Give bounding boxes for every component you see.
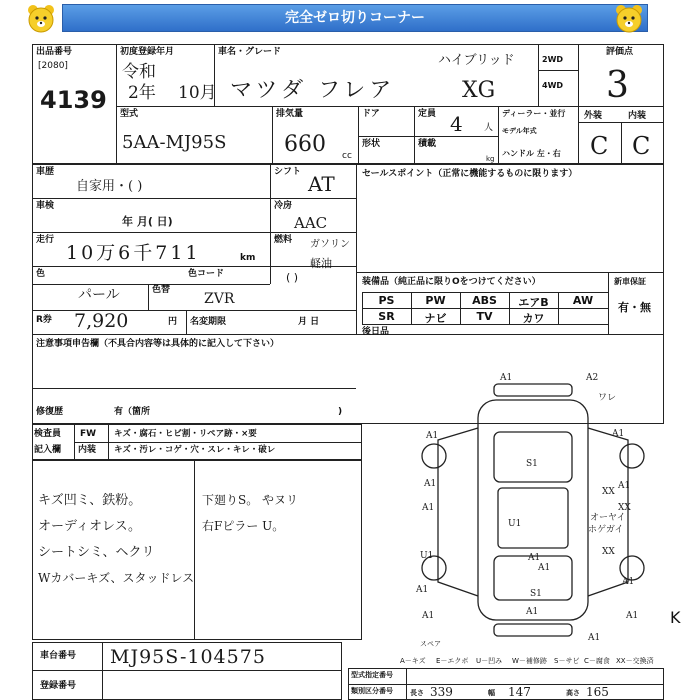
vehicle-grade: XG xyxy=(462,78,496,103)
recycle-unit: 円 xyxy=(168,317,178,327)
diag-mark: A1 xyxy=(526,607,539,617)
equip-ps: PS xyxy=(378,294,395,307)
interior-items: キズ・汚レ・コゲ・穴・スレ・キレ・破レ xyxy=(114,445,276,455)
bear-mascot-icon xyxy=(612,2,646,36)
repair-label: 修復歴 xyxy=(36,407,64,417)
history-value: 自家用・( ) xyxy=(76,179,143,194)
legend-5: S－サビ xyxy=(554,657,580,665)
length-value: 339 xyxy=(430,685,453,699)
displacement-value: 660 xyxy=(284,132,326,157)
legend-3: U－凹み xyxy=(476,657,503,665)
model-year-label: モデル年式 xyxy=(502,127,537,135)
chassis-value: MJ95S-104575 xyxy=(110,646,266,668)
vehicle-label: 車名・グレード xyxy=(218,47,282,57)
diag-mark: A1 xyxy=(422,611,435,621)
diag-mark: A1 xyxy=(422,503,435,513)
legend-1: A－キズ xyxy=(400,657,426,665)
equip-leather: カワ xyxy=(522,312,545,325)
legend-6: C－腐食 xyxy=(584,657,610,665)
color-code: ZVR xyxy=(204,291,235,307)
warranty-value: 有・無 xyxy=(618,301,651,314)
auction-sheet: 出品番号 [2080] 4139 初度登録年月 令和 2年 10月 車名・グレード ハイブリッド マツダ フレア XG 2WD 4WD 評価点 3 外装 内装 C C 型式 5AA-MJ95S 排気量 660 cc ドア 形状 定員 4 人 積載 kg ディーラー・並行 モデル年式 ハンドル 左・右 車歴 自家用・( ) シフト AT セールスポイント（正常に機能するものに限ります） 車検 年 月( 日) 冷房 AAC 走行 10万6千711 km 燃料 ガソリン 軽油 ( ) 色 パール 色替 色コード ZVR 装備品（純正品に限りOをつけてください） 新車保証 有・無 PS PW ABS エアB AW SR ナビ TV カワ R券 7,920 円 名変期限 月 日 後日品 注意事項申告欄（不具合内容等は具体的に記入して下さい） 修復歴 有（箇所 ) 検査員 記入欄 FW 内装 キズ・腐石・ヒビ割・リペア跡・×要 キズ・汚レ・コゲ・穴・スレ・キレ・破レ キズ凹ミ、鉄粉。 オーディオレス。 シートシミ、ヘクリ Wカバーキズ、スタッドレス 下廻りS。 やヌリ 右Fピラー U。 A1 A2 A1 ワレ A1 S1 A1 XX A1 A1 XX A1 オーヤイ ホゲガイ U1 U1 A1 A1 XX A1 S1 A1 A1 A1 スペア A1 K A－キズ E－エクボ U－凹み W－補修跡 S－サビ C－腐食 XX－交換済 車台番号 MJ95S-104575 登録番号 型式指定番号 類別区分番号 長さ 339 幅 147 高さ 165 xyxy=(18,40,684,700)
height-label: 高さ xyxy=(566,689,580,697)
ac-label: 冷房 xyxy=(274,201,293,211)
capacity-value: 4 xyxy=(450,112,463,136)
car-damage-diagram xyxy=(398,370,668,650)
fuel-paren: ( ) xyxy=(286,271,299,284)
mileage-value: 10万6千711 xyxy=(66,242,201,264)
length-label: 長さ xyxy=(410,689,424,697)
fuel-gasoline: ガソリン xyxy=(310,239,350,250)
diag-mark: U1 xyxy=(420,551,434,561)
color-code-label: 色コード xyxy=(188,269,225,279)
inspection-text: 年 月( 日) xyxy=(122,215,173,228)
fuel-label: 燃料 xyxy=(274,235,293,245)
equip-abs: ABS xyxy=(472,294,497,307)
equip-pw: PW xyxy=(425,294,446,307)
recycle-label: R券 xyxy=(36,315,52,325)
first-reg-era: 令和 xyxy=(122,62,156,82)
remark-1: キズ凹ミ、鉄粉。 xyxy=(38,493,142,508)
load-unit: kg xyxy=(486,155,495,163)
height-value: 165 xyxy=(586,685,609,699)
diag-mark: XX xyxy=(602,547,615,557)
width-label: 幅 xyxy=(488,689,495,697)
diag-mark: A1 xyxy=(538,563,551,573)
diag-mark: A1 xyxy=(622,577,635,587)
diag-mark: スペア xyxy=(420,640,441,648)
load-label: 積載 xyxy=(418,139,437,149)
diag-mark: S1 xyxy=(526,459,538,469)
shift-value: AT xyxy=(308,172,335,196)
fw-label: FW xyxy=(80,429,97,439)
color-replaced-label: 色替 xyxy=(152,285,171,295)
class-label: 類別区分番号 xyxy=(351,687,393,695)
diag-mark: A1 xyxy=(528,553,541,563)
first-reg-label: 初度登録年月 xyxy=(120,47,175,57)
header-banner xyxy=(0,0,700,38)
equip-navi: ナビ xyxy=(424,312,447,325)
score-int-label: 内装 xyxy=(628,111,647,121)
diag-mark: A1 xyxy=(626,611,639,621)
inspection-label: 車検 xyxy=(36,201,55,211)
bear-mascot-icon xyxy=(24,2,58,36)
drive-4wd: 4WD xyxy=(542,81,564,90)
equip-airbag: エアB xyxy=(518,296,549,309)
margin-mark: K xyxy=(670,608,681,627)
doors-label: ドア xyxy=(362,109,380,119)
diag-mark: A2 xyxy=(586,373,599,383)
color-label: 色 xyxy=(36,269,46,279)
lot-number: 4139 xyxy=(40,86,107,114)
inspector-label: 検査員 xyxy=(34,429,62,439)
displacement-unit: cc xyxy=(342,151,352,161)
recycle-value: 7,920 xyxy=(74,310,129,332)
handle-label: ハンドル 左・右 xyxy=(502,149,561,158)
diag-mark: A1 xyxy=(424,479,437,489)
diag-mark: A1 xyxy=(500,373,513,383)
diag-mark: ホゲガイ xyxy=(588,525,624,535)
fw-items: キズ・腐石・ヒビ割・リペア跡・×要 xyxy=(114,429,257,439)
legend-7: XX－交換済 xyxy=(616,657,654,665)
score-label: 評価点 xyxy=(606,47,634,57)
diag-mark: A1 xyxy=(588,633,601,643)
entry-label: 記入欄 xyxy=(34,445,62,455)
equip-aw: AW xyxy=(572,294,594,307)
ac-value: AAC xyxy=(294,214,328,232)
diag-mark: A1 xyxy=(426,431,439,441)
diag-mark: オーヤイ xyxy=(590,513,626,523)
mileage-label: 走行 xyxy=(36,235,55,245)
capacity-label: 定員 xyxy=(418,109,437,119)
equip-tv: TV xyxy=(476,310,493,323)
repair-value: 有（箇所 xyxy=(114,407,151,417)
equipment-label: 装備品（純正品に限りOをつけてください） xyxy=(362,277,541,287)
diag-mark: A1 xyxy=(416,585,429,595)
rear-seat-label: 後日品 xyxy=(362,327,390,337)
name-change-label: 名変期限 xyxy=(190,317,227,327)
interior-label: 内装 xyxy=(78,445,97,455)
score-ext-label: 外装 xyxy=(584,111,603,121)
warranty-label: 新車保証 xyxy=(614,277,646,286)
first-reg-year: 2年 xyxy=(128,83,156,103)
score-int: C xyxy=(632,132,651,160)
model-label: 型式 xyxy=(120,109,139,119)
shape-label: 形状 xyxy=(362,139,381,149)
vehicle-model: マツダ フレア xyxy=(230,78,396,103)
score-ext: C xyxy=(590,132,609,160)
equip-sr: SR xyxy=(378,310,395,323)
model-value: 5AA-MJ95S xyxy=(122,132,227,153)
color-value: パール xyxy=(78,287,120,303)
displacement-label: 排気量 xyxy=(276,109,304,119)
diag-mark: XX xyxy=(602,487,615,497)
capacity-unit: 人 xyxy=(484,123,494,133)
notes-label: 注意事項申告欄（不具合内容等は具体的に記入して下さい） xyxy=(36,339,280,349)
remark-3: シートシミ、ヘクリ xyxy=(38,545,155,560)
remark-right-2: 右Fピラー U。 xyxy=(202,519,285,533)
diag-mark: U1 xyxy=(508,519,522,529)
name-change-text: 月 日 xyxy=(298,317,320,327)
drive-2wd: 2WD xyxy=(542,55,564,64)
banner-title: 完全ゼロ切りコーナー xyxy=(62,4,648,32)
dealer-label: ディーラー・並行 xyxy=(502,109,566,118)
diag-mark: ワレ xyxy=(598,393,617,403)
first-reg-month: 10月 xyxy=(178,83,217,103)
vehicle-note: ハイブリッド xyxy=(438,53,515,68)
lot-label: 出品番号 xyxy=(36,47,73,57)
remark-2: オーディオレス。 xyxy=(38,519,141,534)
lot-sub: [2080] xyxy=(38,61,68,71)
mileage-unit: km xyxy=(240,253,256,263)
diag-mark: A1 xyxy=(612,429,625,439)
shift-label: シフト xyxy=(274,167,302,177)
sales-point-label: セールスポイント（正常に機能するものに限ります） xyxy=(362,169,578,179)
score-value: 3 xyxy=(606,65,629,106)
spec-label: 型式指定番号 xyxy=(351,671,393,679)
remark-right-1: 下廻りS。 やヌリ xyxy=(202,493,299,507)
fuel-light-oil: 軽油 xyxy=(310,257,332,270)
registration-label: 登録番号 xyxy=(40,681,77,691)
diag-mark: XX xyxy=(618,503,631,513)
legend-4: W－補修跡 xyxy=(512,657,547,665)
chassis-label: 車台番号 xyxy=(40,651,77,661)
history-label: 車歴 xyxy=(36,167,55,177)
diag-mark: S1 xyxy=(530,589,542,599)
remark-4: Wカバーキズ、スタッドレス xyxy=(38,571,195,585)
legend-2: E－エクボ xyxy=(436,657,469,665)
diag-mark: A1 xyxy=(618,481,631,491)
width-value: 147 xyxy=(508,685,531,699)
